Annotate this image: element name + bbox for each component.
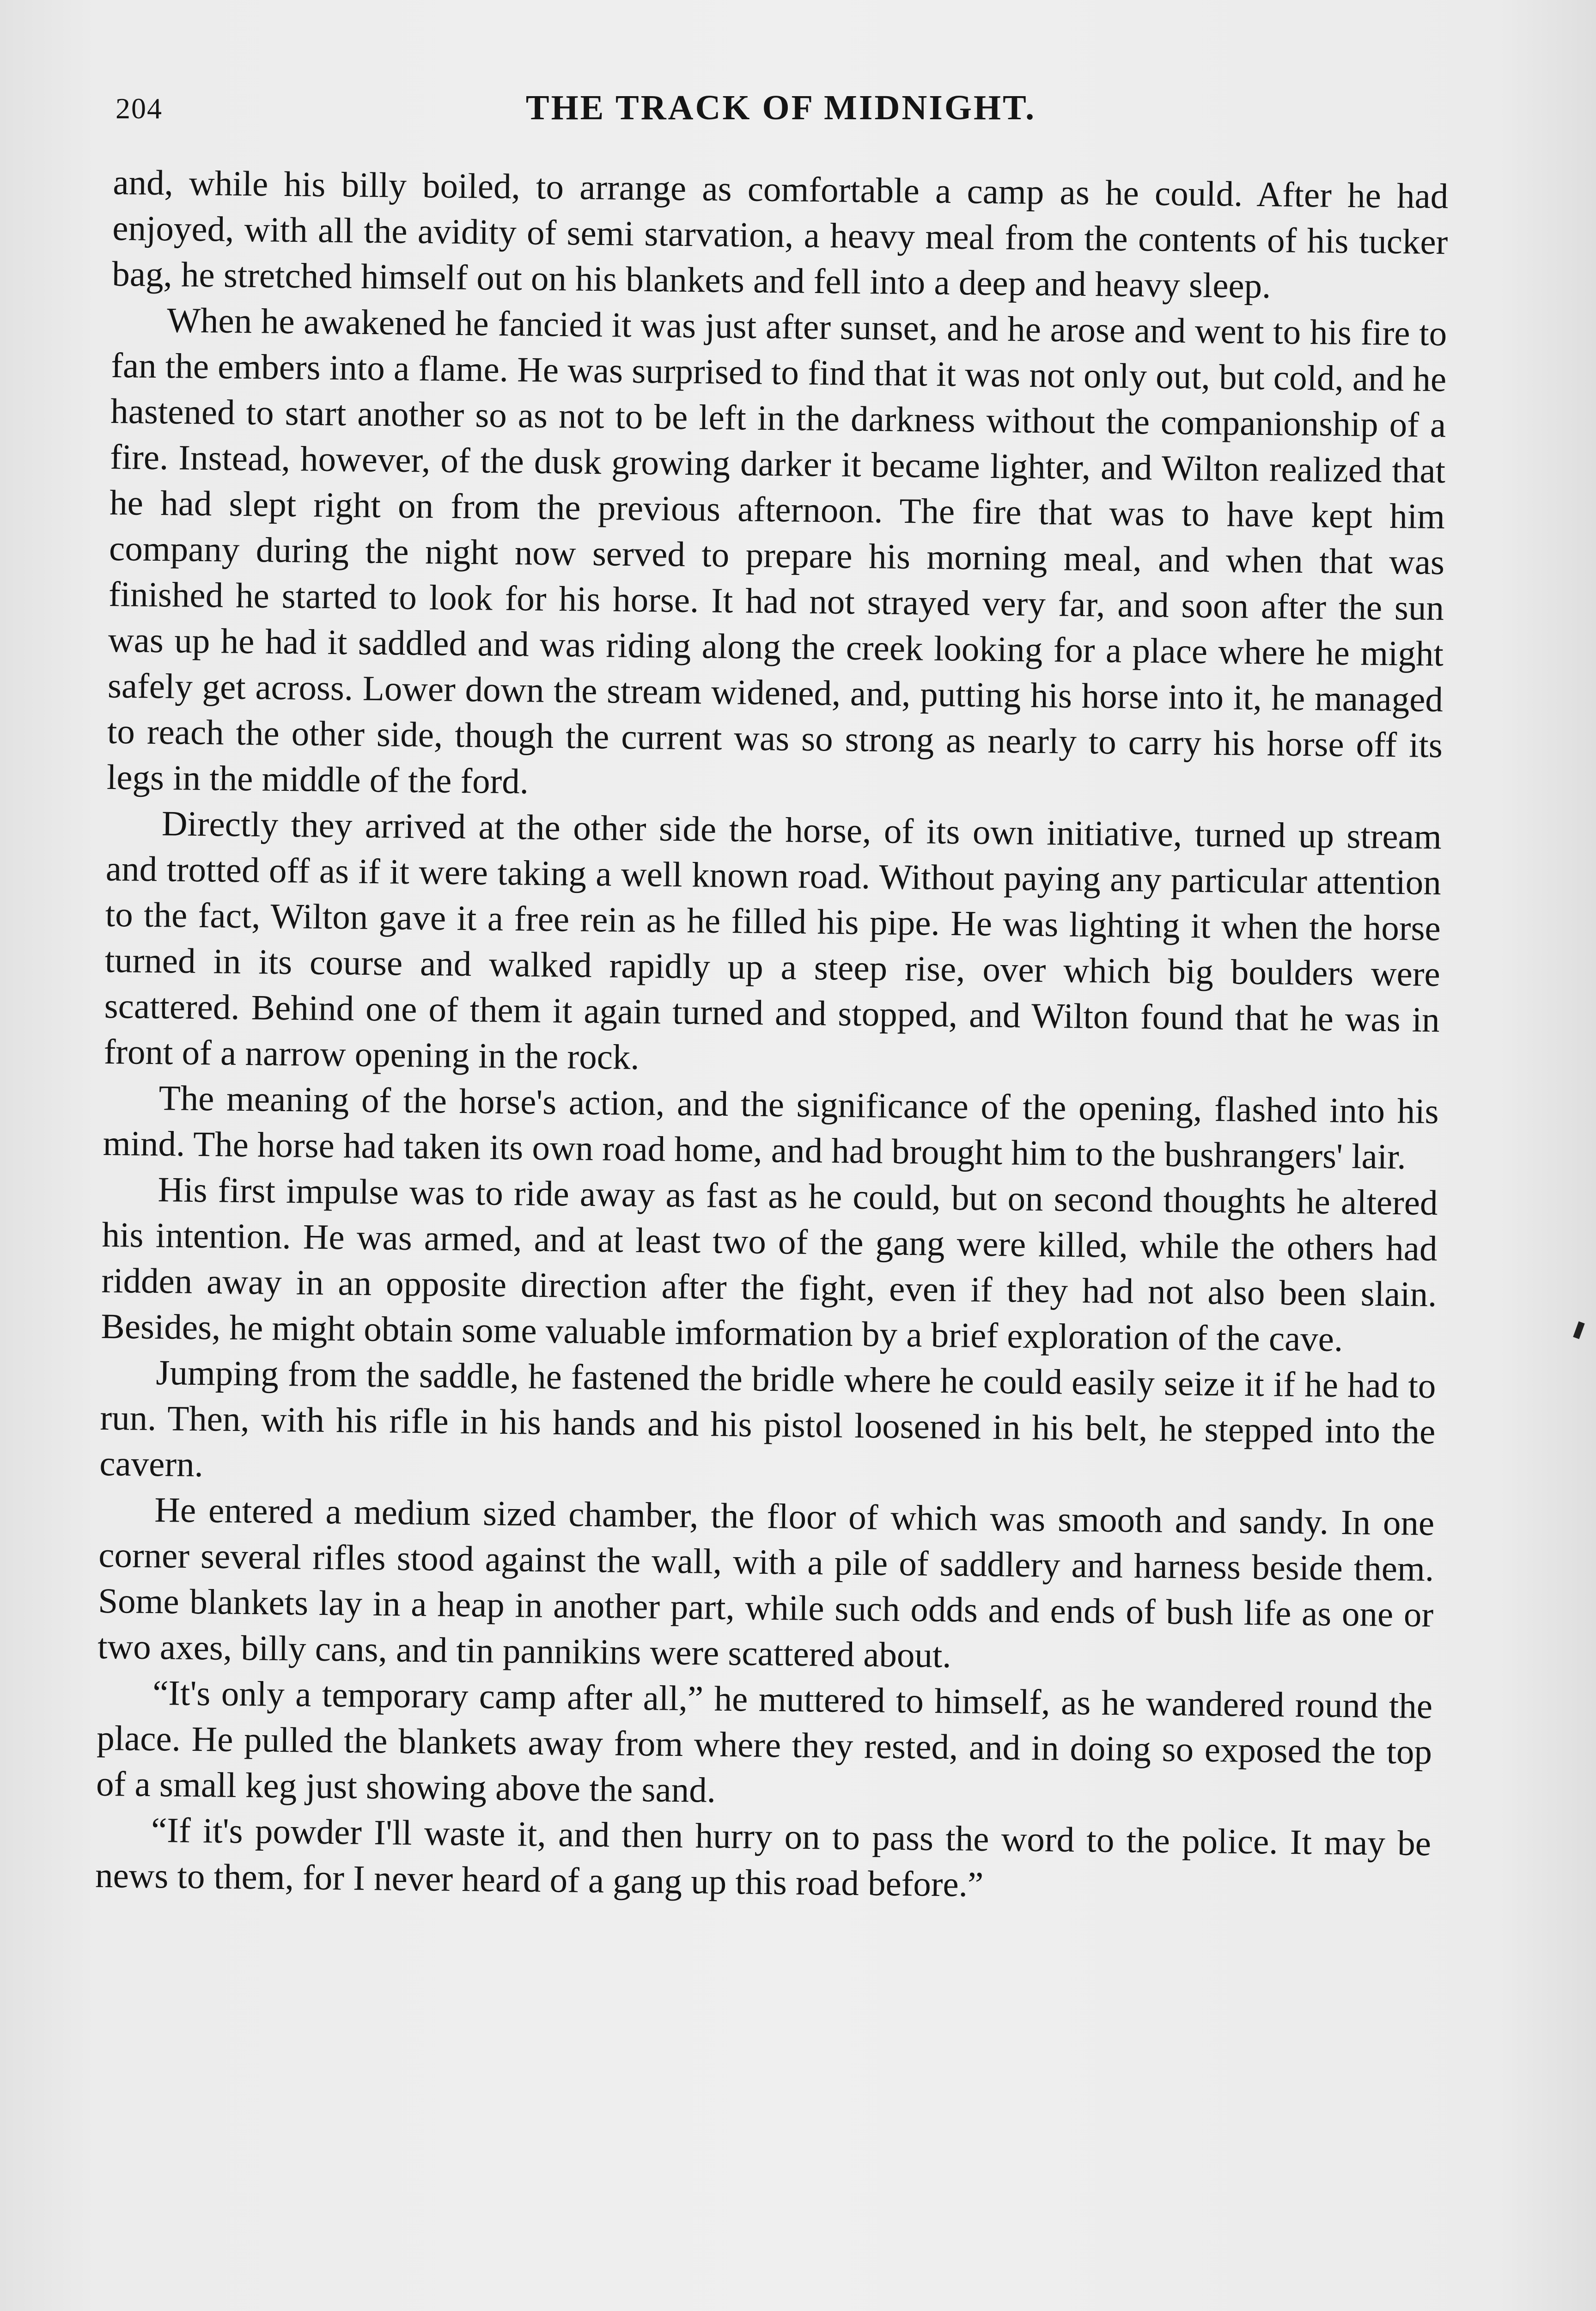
paragraph: When he awakened he fancied it was just after sunset, and he arose and went to his fire to fan the embers into a flame. He was surprised to find that it was not only out, but cold, and he hastened to start another so as not to be left in the darkness without the companionship of a fire. Instead, however, of the dusk growing darker it became lighter, and Wilton realized that he had slept right on from the previous afternoon. The fire that was to have kept him company during the night now served to prepare his morning meal, and when that was finished he started to look for his horse. It had not strayed very far, and soon after the sun was up he had it saddled and was riding along the creek looking for a place where he might safely get across. Lower down the stream widened, and, putting his horse into it, he managed to reach the other side, though the current was so strong as nearly to carry his horse off its legs in the middle of the ford. bbox=[106, 300, 1447, 801]
ink-mark bbox=[1573, 1321, 1584, 1339]
running-title: THE TRACK OF MIDNIGHT. bbox=[525, 88, 1036, 127]
paragraph: The meaning of the horse's action, and the significance of the opening, flashed into his mind. The horse had taken its own road home, and had brought him to the bushrangers' lair. bbox=[103, 1078, 1439, 1177]
body-text bbox=[95, 159, 1449, 1912]
paragraph: “If it's powder I'll waste it, and then hurry on to pass the word to the police. It may be news to them, for I never heard of a gang up this road before.” bbox=[95, 1810, 1432, 1904]
paragraph: Jumping from the saddle, he fastened the bridle where he could easily seize it if he had to run. Then, with his rifle in his hands and his pistol loosened in his belt, he stepped into the cavern. bbox=[99, 1352, 1436, 1485]
paragraph: His first impulse was to ride away as fast as he could, but on second thoughts he altered his intention. He was armed, and at least two of the gang were killed, while the others had ridden away in an opposite direction after the fight, even if they had not also been slain. Besides, he might obtain some valuable imformation by a brief exploration of the cave. bbox=[101, 1169, 1438, 1359]
paragraph: He entered a medium sized chamber, the floor of which was smooth and sandy. In one corner several rifles stood against the wall, with a pile of saddlery and harness beside them. Some blankets lay in a heap in another part, while such odds and ends of bush life as one or two axes, billy cans, and tin pannikins were scattered about. bbox=[97, 1490, 1435, 1675]
page-header bbox=[116, 88, 1446, 143]
paragraph: and, while his billy boiled, to arrange as comfortable a camp as he could. After he had enjoyed, with all the avidity of semi starvation, a heavy meal from the contents of his tucker bag, he stretched himself out on his blankets and fell into a deep and heavy sleep. bbox=[111, 162, 1449, 306]
page-number: 204 bbox=[116, 92, 163, 125]
paragraph: “It's only a temporary camp after all,” he muttered to himself, as he wandered round the place. He pulled the blankets away from where they rested, and in doing so exposed the top of a small keg just showing above the sand. bbox=[96, 1673, 1433, 1810]
paragraph: Directly they arrived at the other side the horse, of its own initiative, turned up stream and trotted off as if it were taking a well known road. Without paying any particular attention to the fact, Wilton gave it a free rein as he filled his pipe. He was lighting it when the horse turned in its course and walked rapidly up a steep rise, over which big boulders were scattered. Behind one of them it again turned and stopped, and Wilton found that he was in front of a narrow opening in the rock. bbox=[104, 803, 1442, 1077]
